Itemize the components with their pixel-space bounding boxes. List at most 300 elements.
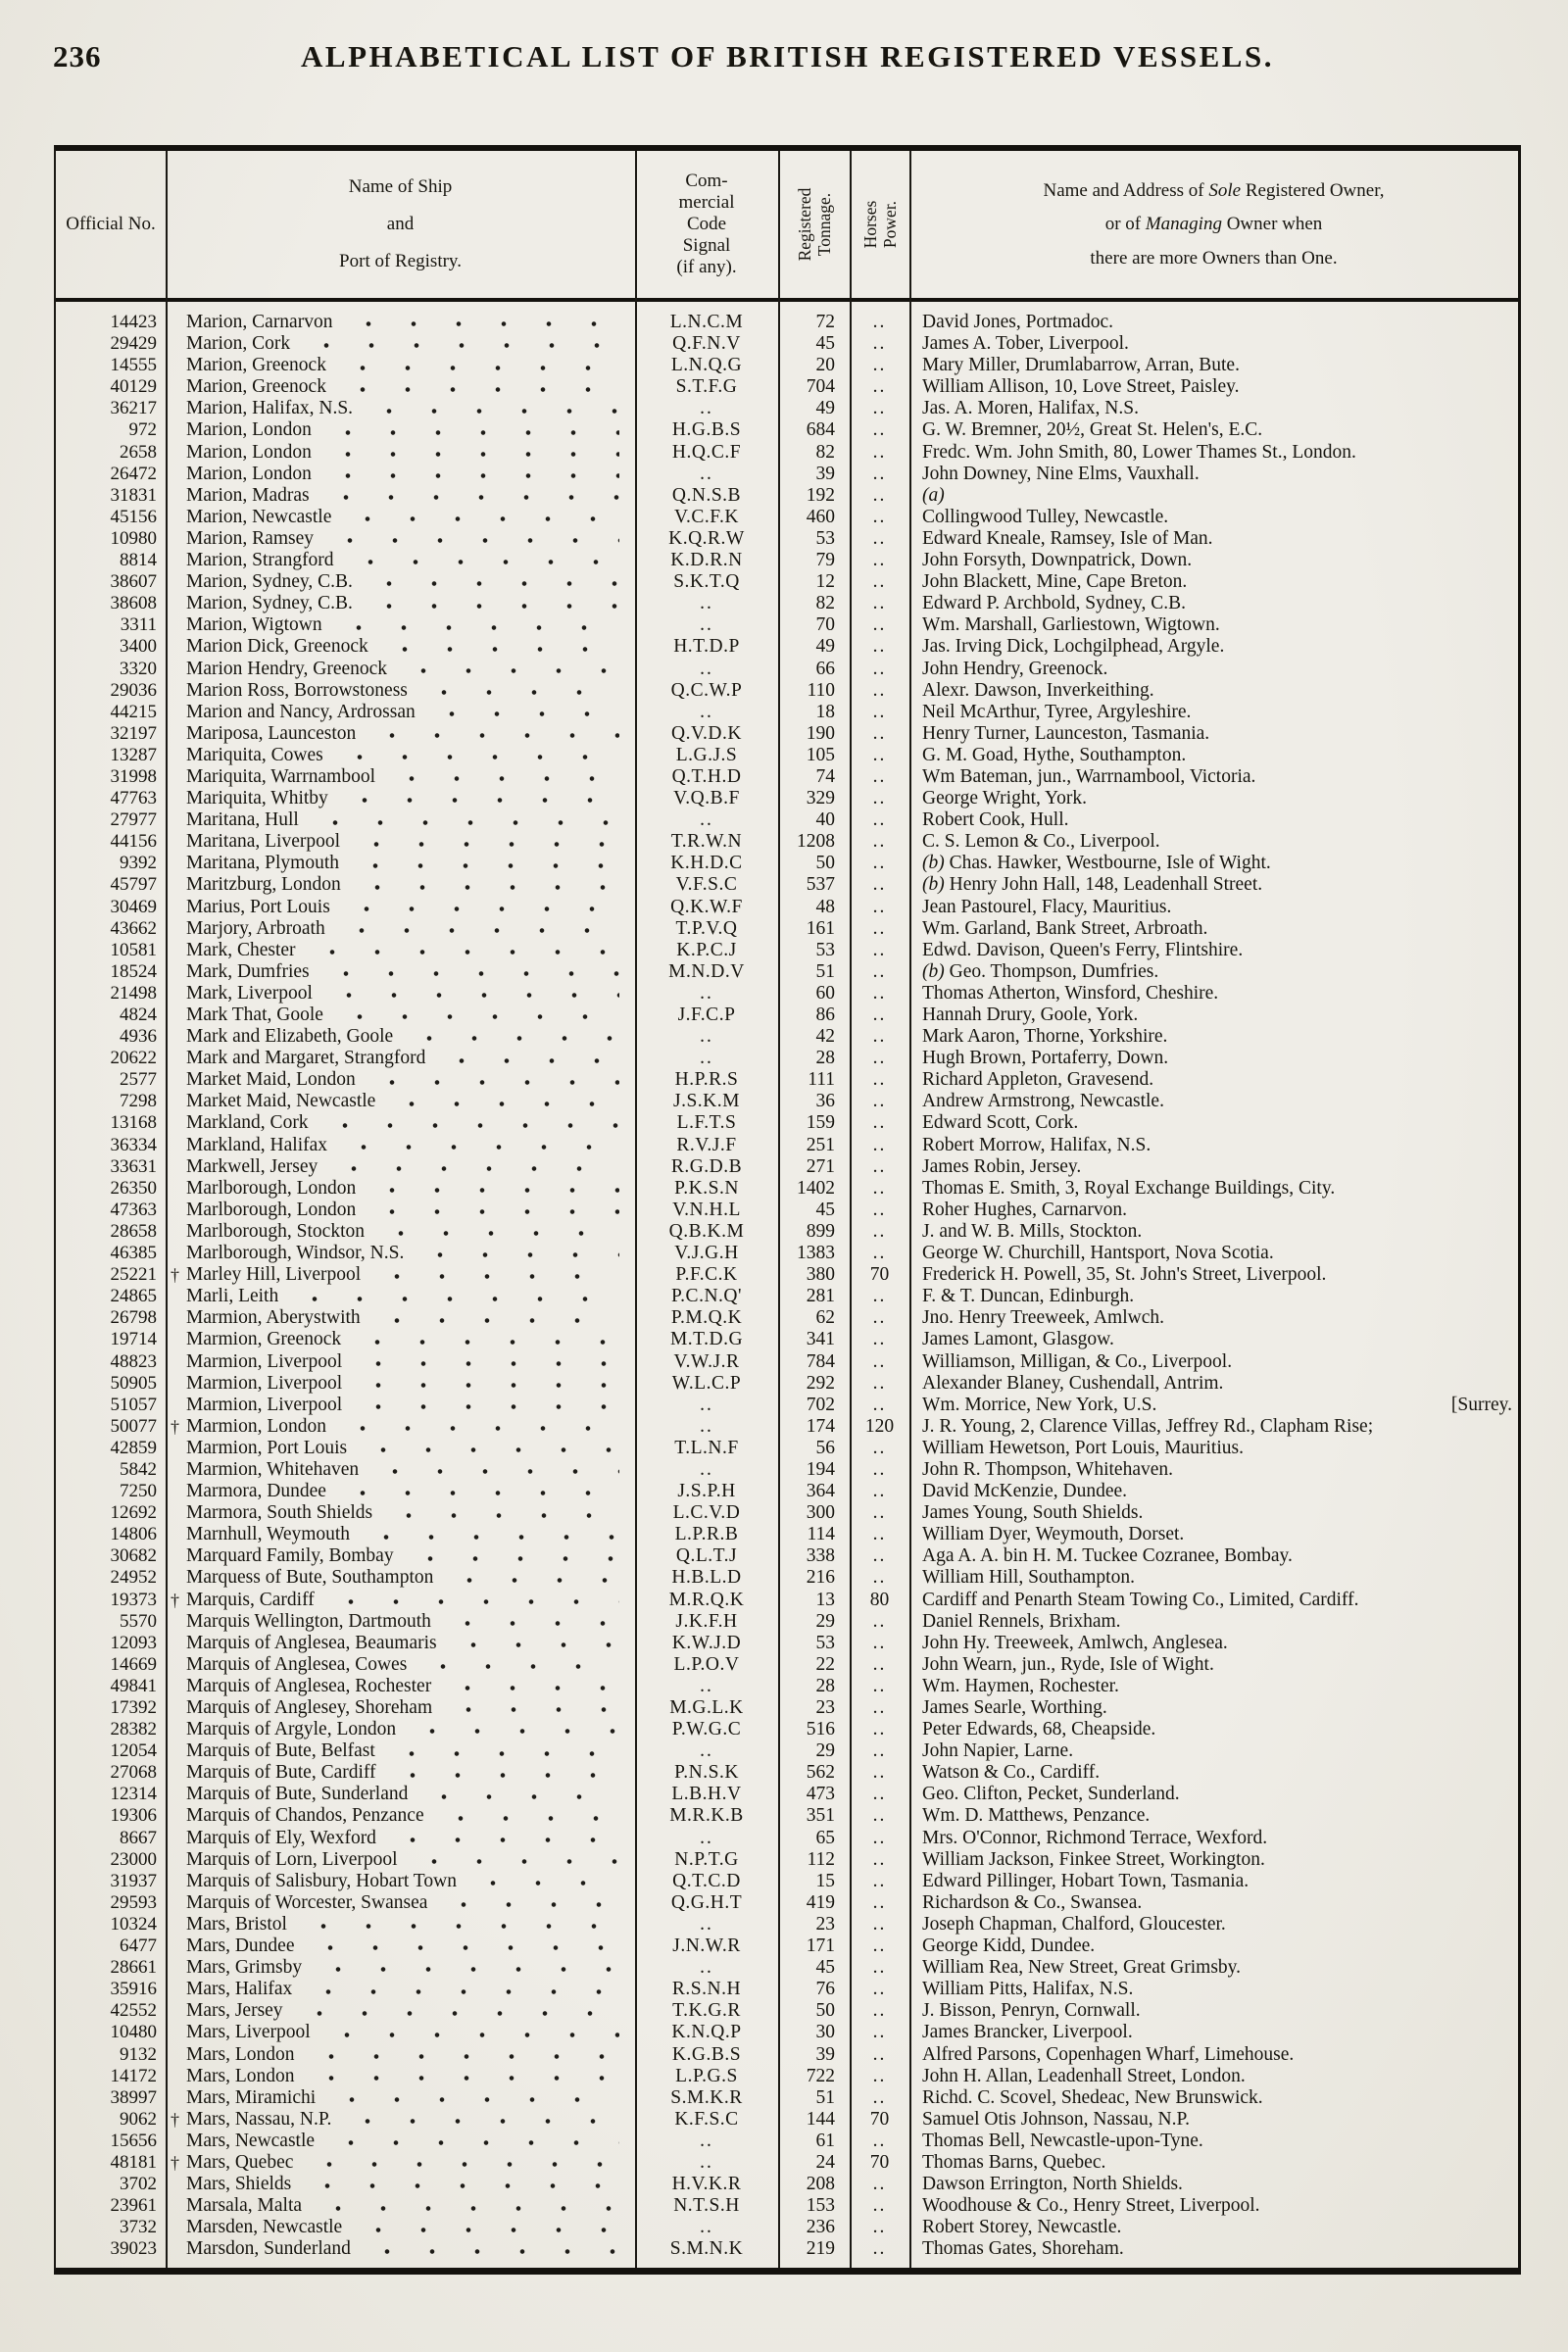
- code-signal: L.F.T.S: [676, 1112, 737, 1134]
- owner: Robert Morrow, Halifax, N.S.: [922, 1134, 1152, 1155]
- owner-cell: [909, 1200, 1518, 1221]
- registered-tonnage: 28: [815, 1675, 835, 1696]
- ship-name: Maritzburg, London: [186, 874, 341, 896]
- registered-tonnage: 1402: [797, 1177, 835, 1199]
- owner-cell: [909, 897, 1518, 918]
- horses-power: ..: [872, 1632, 887, 1653]
- registered-tonnage: 40: [815, 809, 835, 831]
- owner-cell: [909, 831, 1518, 853]
- ship-name: Marquis of Bute, Cardiff: [186, 1762, 376, 1784]
- official-no: 5842: [120, 1458, 157, 1480]
- dagger-mark: †: [171, 2109, 179, 2130]
- owner-cell: [909, 1979, 1518, 2000]
- code-signal: ..: [700, 982, 713, 1004]
- dot-leader: [445, 1611, 619, 1633]
- ship-name: Mariquita, Cowes: [186, 744, 323, 765]
- dot-leader: [369, 723, 619, 745]
- horses-power: ..: [872, 1481, 887, 1502]
- owner: J. and W. B. Mills, Stockton.: [922, 1220, 1143, 1242]
- owner-cell: [909, 1373, 1518, 1395]
- code-signal: ..: [700, 1827, 713, 1848]
- ship-name-cell: [166, 1697, 635, 1719]
- owner-cell: [909, 1178, 1518, 1200]
- horses-power: ..: [872, 1827, 887, 1848]
- registered-tonnage: 216: [806, 1567, 835, 1589]
- owner-cell: [909, 1545, 1518, 1567]
- horses-power: ..: [872, 1372, 887, 1394]
- registered-tonnage: 537: [806, 874, 835, 896]
- horses-power: ..: [872, 1567, 887, 1589]
- registered-tonnage: 49: [815, 398, 835, 419]
- official-no: 9062: [120, 2108, 157, 2130]
- registered-tonnage: 190: [806, 722, 835, 744]
- registered-tonnage: 20: [815, 355, 835, 376]
- code-signal: Q.L.T.J: [675, 1545, 738, 1567]
- owner: Hugh Brown, Portaferry, Down.: [922, 1048, 1169, 1069]
- ship-name: Mark, Chester: [186, 939, 296, 960]
- owner: George W. Churchill, Hantsport, Nova Scotia.: [922, 1243, 1274, 1264]
- dot-leader: [313, 809, 619, 831]
- ship-name-cell: [166, 940, 635, 961]
- owner: Wm. Marshall, Garliestown, Wigtown.: [922, 614, 1220, 636]
- dot-leader: [389, 1740, 619, 1762]
- table-row: [56, 1936, 1518, 1957]
- official-no: 21498: [110, 982, 157, 1004]
- dot-leader: [307, 2152, 619, 2174]
- ship-name-cell: [166, 897, 635, 918]
- official-no: 50905: [110, 1372, 157, 1394]
- registered-tonnage: 114: [807, 1524, 835, 1545]
- official-no: 38997: [110, 2086, 157, 2108]
- code-signal: L.C.V.D: [672, 1502, 741, 1524]
- horses-power: ..: [872, 1177, 887, 1199]
- ship-name-cell: [166, 745, 635, 766]
- dot-leader: [297, 2000, 619, 2022]
- code-signal: Q.G.H.T: [670, 1891, 743, 1913]
- ship-name: Mars, Bristol: [186, 1913, 287, 1935]
- dot-leader: [344, 897, 619, 918]
- dot-leader: [356, 1373, 619, 1395]
- dot-leader: [365, 2238, 619, 2260]
- ship-name: Mars, Shields: [186, 2174, 292, 2195]
- owner-cell: [909, 1112, 1518, 1134]
- code-signal: J.S.P.H: [677, 1481, 736, 1502]
- ship-name-cell: [166, 961, 635, 983]
- ship-name: Marlborough, London: [186, 1177, 357, 1199]
- horses-power: ..: [872, 1329, 887, 1350]
- ship-name: Mars, Halifax: [186, 1979, 293, 2000]
- column-divider: [909, 151, 911, 2268]
- ship-name-cell: [166, 2217, 635, 2238]
- registered-tonnage: 79: [815, 550, 835, 571]
- ship-name-cell: [166, 398, 635, 419]
- owner: Andrew Armstrong, Newcastle.: [922, 1091, 1164, 1112]
- registered-tonnage: 39: [815, 463, 835, 484]
- ship-name-cell: [166, 1351, 635, 1373]
- dot-leader: [369, 1200, 619, 1221]
- code-signal: R.S.N.H: [671, 1979, 742, 2000]
- owner: George Wright, York.: [922, 788, 1088, 809]
- ship-name-cell: [166, 1676, 635, 1697]
- dot-leader: [445, 1676, 619, 1697]
- owner-cell: [909, 723, 1518, 745]
- horses-power: ..: [872, 1437, 887, 1458]
- dot-leader: [354, 831, 619, 853]
- horses-power: ..: [872, 527, 887, 549]
- registered-tonnage: 159: [806, 1112, 835, 1134]
- dot-leader: [305, 2174, 619, 2195]
- horses-power: ..: [872, 1675, 887, 1696]
- code-signal: S.K.T.Q: [673, 571, 740, 593]
- table-row: [56, 983, 1518, 1004]
- owner: William Hewetson, Port Louis, Mauritius.: [922, 1437, 1244, 1458]
- ship-name: Marion, Sydney, C.B.: [186, 571, 353, 593]
- owner-cell: [909, 1611, 1518, 1633]
- owner-cell: [909, 1026, 1518, 1048]
- owner: David Jones, Portmadoc.: [922, 312, 1113, 332]
- table-row: [56, 940, 1518, 961]
- horses-power: ..: [872, 1048, 887, 1069]
- table-row: [56, 1091, 1518, 1112]
- owner-cell: [909, 2195, 1518, 2217]
- code-signal: Q.N.S.B: [671, 484, 742, 506]
- code-signal: ..: [700, 463, 713, 484]
- table-row: [56, 1135, 1518, 1156]
- owner: Robert Storey, Newcastle.: [922, 2217, 1122, 2238]
- horses-power: ..: [872, 2130, 887, 2151]
- registered-tonnage: 251: [806, 1134, 835, 1155]
- horses-power: ..: [872, 874, 887, 896]
- ship-name-cell: [166, 1740, 635, 1762]
- owner: Thomas Gates, Shoreham.: [922, 2238, 1124, 2260]
- code-signal: S.T.F.G: [675, 376, 738, 398]
- dot-leader: [339, 918, 619, 940]
- registered-tonnage: 380: [806, 1264, 835, 1286]
- official-no: 26798: [110, 1307, 157, 1329]
- table-row: [56, 1719, 1518, 1740]
- official-no: 12054: [110, 1740, 157, 1762]
- table-row: [56, 1545, 1518, 1567]
- owner: Edward P. Archbold, Sydney, C.B.: [922, 593, 1187, 614]
- owner: Jas. Irving Dick, Lochgilphead, Argyle.: [922, 636, 1225, 658]
- dot-leader: [345, 2109, 619, 2131]
- table-row: [56, 419, 1518, 441]
- owner-cell: [909, 2238, 1518, 2260]
- owner: George Kidd, Dundee.: [922, 1936, 1096, 1957]
- registered-tonnage: 351: [806, 1805, 835, 1827]
- registered-tonnage: 192: [806, 484, 835, 506]
- owner-cell: [909, 614, 1518, 636]
- owner: Woodhouse & Co., Henry Street, Liverpool.: [922, 2195, 1260, 2217]
- ship-name: Maritana, Plymouth: [186, 853, 339, 874]
- ship-name-cell: [166, 918, 635, 940]
- owner: John Hendry, Greenock.: [922, 658, 1108, 679]
- code-signal: H.T.D.P: [673, 636, 740, 658]
- official-no: 43662: [110, 917, 157, 939]
- column-divider: [850, 151, 852, 2268]
- owner: John Napier, Larne.: [922, 1740, 1074, 1762]
- code-signal: ..: [700, 658, 713, 679]
- owner-cell: [909, 1351, 1518, 1373]
- ship-name-cell: [166, 1892, 635, 1914]
- horses-power: ..: [872, 398, 887, 419]
- page-title: ALPHABETICAL LIST OF BRITISH REGISTERED VESSELS.: [301, 39, 1274, 74]
- official-no: 18524: [110, 960, 157, 982]
- table-row: [56, 2066, 1518, 2087]
- registered-tonnage: 49: [815, 636, 835, 658]
- ship-name-cell: [166, 723, 635, 745]
- code-signal: T.L.N.F: [674, 1437, 739, 1458]
- ship-name: Maritana, Hull: [186, 809, 299, 831]
- code-signal: L.P.R.B: [674, 1524, 739, 1545]
- ship-name-cell: [166, 1026, 635, 1048]
- owner: Richd. C. Scovel, Shedeac, New Brunswick.: [922, 2086, 1263, 2108]
- ship-name-cell: [166, 2238, 635, 2260]
- registered-tonnage: 111: [808, 1069, 835, 1091]
- dot-leader: [340, 355, 619, 376]
- registered-tonnage: 23: [815, 1913, 835, 1935]
- code-signal: J.K.F.H: [675, 1610, 738, 1632]
- code-signal: P.M.Q.K: [670, 1307, 743, 1329]
- horses-power: ..: [872, 1026, 887, 1048]
- code-signal: J.S.K.M: [673, 1091, 740, 1112]
- ship-name: Marmion, London: [186, 1415, 326, 1437]
- code-signal: S.M.K.R: [670, 2086, 743, 2108]
- owner-cell: [909, 2174, 1518, 2195]
- ship-name: Marion, Madras: [186, 484, 310, 506]
- horses-power: ..: [872, 1740, 887, 1762]
- dot-leader: [429, 702, 619, 723]
- dot-leader: [407, 1026, 619, 1048]
- code-signal: M.R.Q.K: [668, 1589, 745, 1610]
- registered-tonnage: 1383: [797, 1243, 835, 1264]
- registered-tonnage: 473: [806, 1784, 835, 1805]
- ship-name: Marmora, South Shields: [186, 1502, 373, 1524]
- ship-name-cell: [166, 593, 635, 614]
- ship-name: Markland, Cork: [186, 1112, 309, 1134]
- table-row: [56, 636, 1518, 658]
- ship-name: Mars, Jersey: [186, 2000, 283, 2022]
- dot-leader: [390, 1762, 619, 1784]
- owner: Frederick H. Powell, 35, St. John's Street, Liverpool.: [922, 1264, 1327, 1286]
- ship-name-cell: [166, 333, 635, 355]
- official-no: 19373: [110, 1589, 157, 1610]
- owner-cell: [909, 1784, 1518, 1805]
- dot-leader: [323, 961, 619, 983]
- registered-tonnage: 292: [806, 1372, 835, 1394]
- ship-name-cell: [166, 376, 635, 398]
- registered-tonnage: 51: [815, 2086, 835, 2108]
- registered-tonnage: 29: [815, 1610, 835, 1632]
- horses-power: ..: [872, 960, 887, 982]
- ship-name-cell: [166, 1567, 635, 1589]
- owner: C. S. Lemon & Co., Liverpool.: [922, 831, 1160, 853]
- owner: Richard Appleton, Gravesend.: [922, 1069, 1154, 1091]
- owner: Edward Scott, Cork.: [922, 1112, 1079, 1134]
- ship-name: Marquis Wellington, Dartmouth: [186, 1610, 431, 1632]
- ship-name: Marquis of Bute, Sunderland: [186, 1784, 409, 1805]
- ship-name: Mariposa, Launceston: [186, 722, 357, 744]
- registered-tonnage: 684: [806, 419, 835, 441]
- table-row: [56, 1178, 1518, 1200]
- dot-leader: [367, 398, 619, 419]
- registered-tonnage: 12: [815, 571, 835, 593]
- horses-power: ..: [872, 1307, 887, 1329]
- horses-power: ..: [872, 1134, 887, 1155]
- owner: Neil McArthur, Tyree, Argyleshire.: [922, 701, 1192, 722]
- owner: John R. Thompson, Whitehaven.: [922, 1458, 1174, 1480]
- dagger-mark: †: [171, 1265, 179, 1286]
- ship-name: Marion, Sydney, C.B.: [186, 593, 353, 614]
- dot-leader: [301, 1914, 619, 1936]
- ship-name: Mark and Margaret, Strangford: [186, 1048, 426, 1069]
- owner: John Wearn, jun., Ryde, Isle of Wight.: [922, 1653, 1214, 1675]
- ship-name: Marion, Greenock: [186, 376, 326, 398]
- code-signal: P.N.S.K: [674, 1762, 739, 1784]
- dot-leader: [322, 1112, 619, 1134]
- registered-tonnage: 702: [806, 1394, 835, 1415]
- owner-cell: [909, 1719, 1518, 1740]
- header-owner: Name and Address of Sole Registered Owner, or of Managing Owner when there are more Owners than One.: [1043, 179, 1385, 269]
- table-row: [56, 1351, 1518, 1373]
- registered-tonnage: 23: [815, 1697, 835, 1718]
- official-no: 8814: [120, 550, 157, 571]
- table-row: [56, 464, 1518, 485]
- dot-leader: [309, 2066, 620, 2087]
- registered-tonnage: 82: [815, 593, 835, 614]
- code-signal: L.N.C.M: [669, 312, 744, 332]
- code-signal: K.N.Q.P: [671, 2022, 742, 2043]
- code-signal: Q.C.W.P: [670, 679, 743, 701]
- official-no: 48181: [110, 2151, 157, 2173]
- owner: Cardiff and Penarth Steam Towing Co., Limited, Cardiff.: [922, 1589, 1359, 1610]
- ship-name: Mariquita, Whitby: [186, 788, 328, 809]
- horses-power: ..: [872, 1350, 887, 1372]
- owner-cell: [909, 983, 1518, 1004]
- ship-name-cell: [166, 1069, 635, 1091]
- owner: Thomas Bell, Newcastle-upon-Tyne.: [922, 2130, 1203, 2151]
- horses-power: ..: [872, 1199, 887, 1220]
- ship-name-cell: [166, 419, 635, 441]
- table-row: [56, 1502, 1518, 1524]
- ship-name: Mars, London: [186, 2043, 295, 2065]
- ship-name: Marsden, Newcastle: [186, 2217, 343, 2238]
- registered-tonnage: 562: [806, 1762, 835, 1784]
- ship-name: Mark, Liverpool: [186, 982, 313, 1004]
- dot-leader: [374, 1264, 619, 1286]
- registered-tonnage: 65: [815, 1827, 835, 1848]
- registered-tonnage: 899: [806, 1220, 835, 1242]
- dot-leader: [412, 1849, 619, 1871]
- official-no: 45156: [110, 506, 157, 527]
- owner-cell: [909, 1871, 1518, 1892]
- code-signal: Q.F.N.V: [672, 333, 741, 355]
- code-signal: L.P.O.V: [673, 1653, 740, 1675]
- owner-cell: [909, 2131, 1518, 2152]
- table-row: [56, 874, 1518, 896]
- horses-power: ..: [872, 2195, 887, 2217]
- horses-power: ..: [872, 463, 887, 484]
- table-row: [56, 507, 1518, 528]
- table-row: [56, 1762, 1518, 1784]
- official-no: 3732: [120, 2217, 157, 2238]
- horses-power: ..: [872, 2022, 887, 2043]
- table-row: [56, 1200, 1518, 1221]
- official-no: 26472: [110, 463, 157, 484]
- owner-cell: [909, 1307, 1518, 1329]
- ship-name-cell: [166, 831, 635, 853]
- ship-name: Mars, Liverpool: [186, 2022, 311, 2043]
- table-row: [56, 2022, 1518, 2043]
- ship-name: Marlborough, London: [186, 1199, 357, 1220]
- ship-name: Marion, London: [186, 463, 312, 484]
- ship-name-cell: [166, 1871, 635, 1892]
- official-no: 38608: [110, 593, 157, 614]
- owner-cell: [909, 1676, 1518, 1697]
- official-no: 29036: [110, 679, 157, 701]
- owner: Robert Cook, Hull.: [922, 809, 1069, 831]
- ship-name-cell: [166, 1590, 635, 1611]
- ship-name-cell: [166, 1459, 635, 1481]
- official-no: 9392: [120, 853, 157, 874]
- ship-name-cell: [166, 702, 635, 723]
- registered-tonnage: 72: [815, 312, 835, 332]
- table-row: [56, 485, 1518, 507]
- registered-tonnage: 51: [815, 960, 835, 982]
- registered-tonnage: 112: [807, 1848, 835, 1870]
- header-official-no: Official No.: [66, 214, 156, 234]
- ship-name: Marquis of Lorn, Liverpool: [186, 1848, 398, 1870]
- registered-tonnage: 45: [815, 1957, 835, 1979]
- ship-name-cell: [166, 2195, 635, 2217]
- owner-cell: [909, 1502, 1518, 1524]
- official-no: 36217: [110, 398, 157, 419]
- owner-cell: [909, 1936, 1518, 1957]
- ship-name-cell: [166, 1979, 635, 2000]
- horses-power: ..: [872, 2238, 887, 2260]
- horses-power: ..: [872, 333, 887, 355]
- official-no: 8667: [120, 1827, 157, 1848]
- horses-power: ..: [872, 2086, 887, 2108]
- dot-leader: [353, 853, 619, 874]
- owner: John Blackett, Mine, Cape Breton.: [922, 571, 1188, 593]
- horses-power: 70: [869, 1264, 890, 1286]
- dot-leader: [328, 2131, 619, 2152]
- table-row: [56, 2131, 1518, 2152]
- code-signal: N.T.S.H: [673, 2195, 740, 2217]
- ship-name: Marion, Carnarvon: [186, 312, 333, 332]
- owner: Wm. D. Matthews, Penzance.: [922, 1805, 1151, 1827]
- table-row: [56, 809, 1518, 831]
- ship-name-cell: [166, 464, 635, 485]
- official-no: 28382: [110, 1719, 157, 1740]
- registered-tonnage: 329: [806, 788, 835, 809]
- owner: William Dyer, Weymouth, Dorset.: [922, 1524, 1185, 1545]
- official-no: 24865: [110, 1286, 157, 1307]
- owner: William Allison, 10, Love Street, Paisley.: [922, 376, 1240, 398]
- ship-name-cell: [166, 1633, 635, 1654]
- table-row: [56, 2195, 1518, 2217]
- owner: James Brancker, Liverpool.: [922, 2022, 1133, 2043]
- owner: Hannah Drury, Goole, York.: [922, 1004, 1139, 1025]
- vessel-register-table: [54, 145, 1521, 2275]
- dot-leader: [372, 1459, 619, 1481]
- ship-name: Marli, Leith: [186, 1286, 279, 1307]
- ship-name: Maritana, Liverpool: [186, 831, 341, 853]
- code-signal: ..: [700, 1675, 713, 1696]
- horses-power: ..: [872, 376, 887, 398]
- horses-power: 70: [869, 2108, 890, 2130]
